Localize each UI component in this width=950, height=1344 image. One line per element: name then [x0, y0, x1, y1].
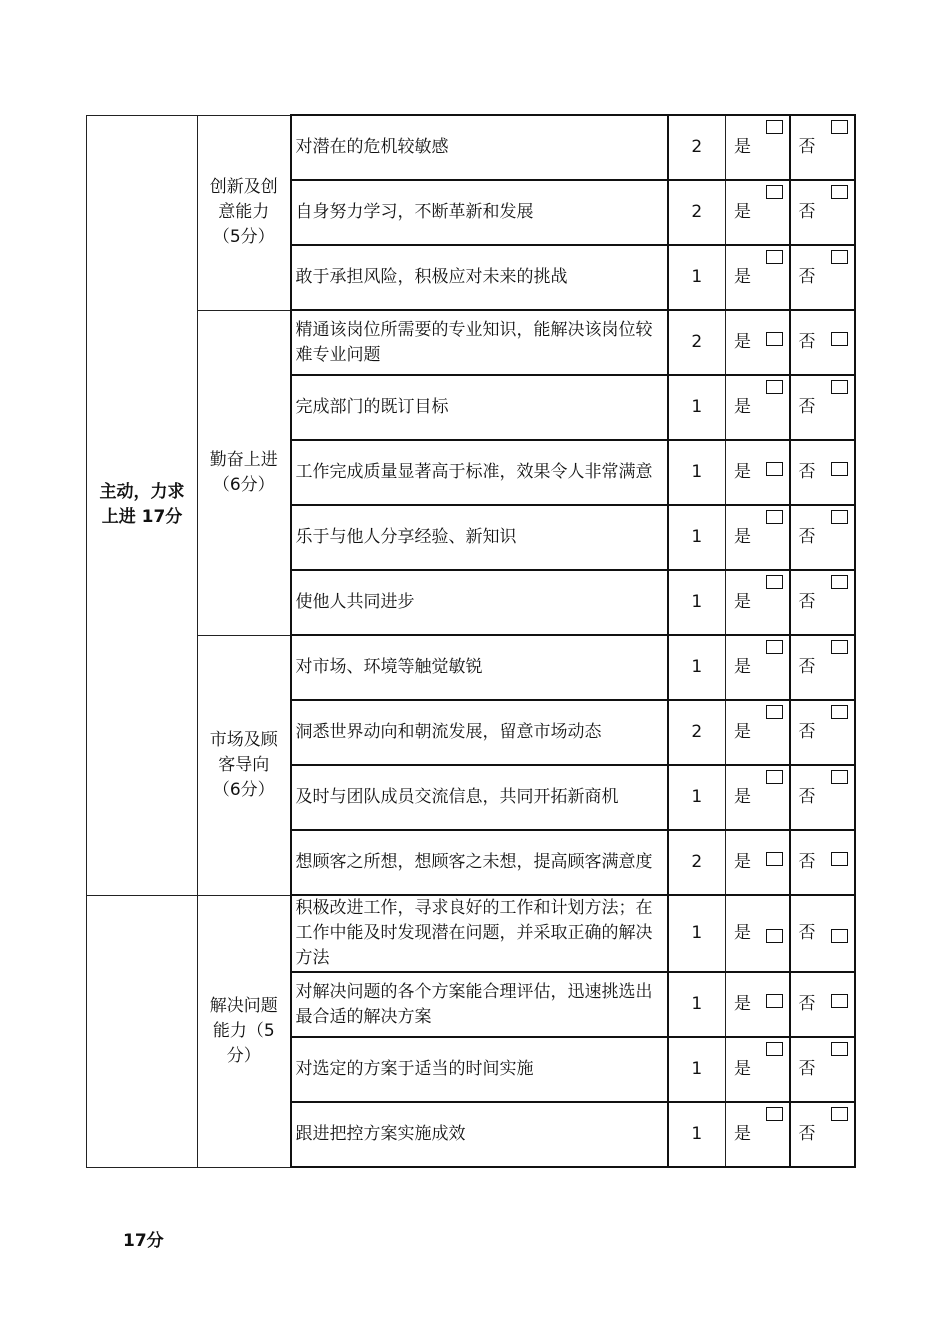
yes-checkbox[interactable] [766, 1042, 783, 1056]
no-label: 否 [798, 852, 816, 872]
yes-label: 是 [734, 267, 751, 287]
yes-option-cell [726, 180, 790, 245]
group-label: 解决问题能力（5分） [209, 995, 278, 1066]
group-label: 市场及顾客导向（6分） [209, 729, 278, 800]
no-checkbox[interactable] [831, 640, 848, 654]
yes-label: 是 [734, 462, 751, 482]
no-label: 否 [798, 332, 816, 352]
criterion-score: 2 [668, 180, 726, 245]
yes-label: 是 [734, 923, 751, 943]
criterion-text: 敢于承担风险，积极应对未来的挑战 [291, 245, 668, 310]
no-option-cell [790, 895, 855, 972]
criterion-text: 及时与团队成员交流信息，共同开拓新商机 [291, 765, 668, 830]
footer-score: 17分 [123, 1231, 164, 1251]
category-label: 主动，力求上进 17分 [99, 482, 185, 527]
no-label: 否 [798, 462, 816, 482]
no-checkbox[interactable] [831, 770, 848, 784]
yes-option-cell [726, 115, 790, 180]
no-option-cell [790, 245, 855, 310]
criterion-score: 1 [668, 245, 726, 310]
yes-option-cell [726, 1037, 790, 1102]
yes-checkbox[interactable] [766, 250, 783, 264]
yes-label: 是 [734, 332, 751, 352]
yes-label: 是 [734, 527, 751, 547]
group-cell [198, 635, 291, 895]
criterion-text: 跟进把控方案实施成效 [291, 1102, 668, 1167]
no-checkbox[interactable] [831, 250, 848, 264]
criterion-score: 1 [668, 1102, 726, 1167]
yes-label: 是 [734, 1124, 751, 1144]
yes-label: 是 [734, 202, 751, 222]
yes-label: 是 [734, 657, 751, 677]
criterion-text: 对潜在的危机较敏感 [291, 115, 668, 180]
yes-option-cell [726, 1102, 790, 1167]
yes-checkbox[interactable] [766, 1107, 783, 1121]
category-cell [87, 115, 198, 895]
no-checkbox[interactable] [831, 705, 848, 719]
no-checkbox[interactable] [831, 852, 848, 866]
criterion-text: 使他人共同进步 [291, 570, 668, 635]
yes-checkbox[interactable] [766, 462, 783, 476]
yes-checkbox[interactable] [766, 575, 783, 589]
yes-checkbox[interactable] [766, 332, 783, 346]
criterion-text: 乐于与他人分享经验、新知识 [291, 505, 668, 570]
group-cell [198, 895, 291, 1167]
criterion-score: 2 [668, 115, 726, 180]
yes-checkbox[interactable] [766, 852, 783, 866]
criterion-score: 1 [668, 570, 726, 635]
no-option-cell [790, 1037, 855, 1102]
no-option-cell [790, 375, 855, 440]
no-checkbox[interactable] [831, 462, 848, 476]
group-label: 创新及创意能力（5分） [209, 177, 278, 247]
no-label: 否 [798, 1059, 816, 1079]
yes-option-cell [726, 700, 790, 765]
yes-label: 是 [734, 397, 751, 417]
no-checkbox[interactable] [831, 510, 848, 524]
yes-option-cell [726, 245, 790, 310]
criterion-score: 2 [668, 700, 726, 765]
no-option-cell [790, 1102, 855, 1167]
no-option-cell [790, 180, 855, 245]
no-option-cell [790, 830, 855, 895]
no-checkbox[interactable] [831, 575, 848, 589]
criterion-text: 自身努力学习，不断革新和发展 [291, 180, 668, 245]
no-label: 否 [798, 787, 816, 807]
yes-label: 是 [734, 592, 751, 612]
group-cell [198, 115, 291, 310]
no-option-cell [790, 310, 855, 375]
yes-option-cell [726, 972, 790, 1037]
criterion-score: 2 [668, 830, 726, 895]
no-checkbox[interactable] [831, 120, 848, 134]
criterion-text: 精通该岗位所需要的专业知识，能解决该岗位较难专业问题 [291, 310, 668, 375]
no-option-cell [790, 700, 855, 765]
yes-option-cell [726, 895, 790, 972]
no-label: 否 [798, 267, 816, 287]
table-row [87, 115, 855, 180]
yes-option-cell [726, 505, 790, 570]
no-option-cell [790, 972, 855, 1037]
no-label: 否 [798, 137, 816, 157]
no-option-cell [790, 635, 855, 700]
criterion-text: 完成部门的既订目标 [291, 375, 668, 440]
no-label: 否 [798, 527, 816, 547]
no-checkbox[interactable] [831, 1107, 848, 1121]
no-option-cell [790, 115, 855, 180]
no-label: 否 [798, 592, 816, 612]
criterion-score: 1 [668, 505, 726, 570]
no-checkbox[interactable] [831, 994, 848, 1008]
no-checkbox[interactable] [831, 380, 848, 394]
criterion-text: 对选定的方案于适当的时间实施 [291, 1037, 668, 1102]
criterion-score: 2 [668, 310, 726, 375]
criterion-score: 1 [668, 375, 726, 440]
yes-checkbox[interactable] [766, 185, 783, 199]
criterion-score: 1 [668, 440, 726, 505]
no-option-cell [790, 440, 855, 505]
criterion-score: 1 [668, 635, 726, 700]
no-label: 否 [798, 657, 816, 677]
yes-checkbox[interactable] [766, 994, 783, 1008]
no-label: 否 [798, 1124, 816, 1144]
no-checkbox[interactable] [831, 1042, 848, 1056]
yes-label: 是 [734, 994, 751, 1014]
category-cell [87, 895, 198, 1167]
yes-option-cell [726, 765, 790, 830]
yes-label: 是 [734, 722, 751, 742]
no-label: 否 [798, 397, 816, 417]
table-row [87, 895, 855, 972]
no-label: 否 [798, 722, 816, 742]
no-checkbox[interactable] [831, 185, 848, 199]
yes-label: 是 [734, 787, 751, 807]
evaluation-table [86, 114, 856, 1168]
yes-option-cell [726, 375, 790, 440]
no-checkbox[interactable] [831, 332, 848, 346]
yes-option-cell [726, 830, 790, 895]
criterion-text: 想顾客之所想，想顾客之未想，提高顾客满意度 [291, 830, 668, 895]
yes-option-cell [726, 440, 790, 505]
criterion-score: 1 [668, 895, 726, 972]
criterion-score: 1 [668, 972, 726, 1037]
no-label: 否 [798, 202, 816, 222]
yes-option-cell [726, 570, 790, 635]
no-label: 否 [798, 994, 816, 1014]
criterion-text: 洞悉世界动向和朝流发展，留意市场动态 [291, 700, 668, 765]
criterion-text: 对解决问题的各个方案能合理评估，迅速挑选出最合适的解决方案 [291, 972, 668, 1037]
no-option-cell [790, 765, 855, 830]
criterion-score: 1 [668, 1037, 726, 1102]
yes-label: 是 [734, 1059, 751, 1079]
yes-checkbox[interactable] [766, 510, 783, 524]
criterion-text: 工作完成质量显著高于标准，效果令人非常满意 [291, 440, 668, 505]
yes-label: 是 [734, 852, 751, 872]
table-row [87, 635, 855, 700]
yes-checkbox[interactable] [766, 929, 783, 943]
yes-checkbox[interactable] [766, 120, 783, 134]
group-cell [198, 310, 291, 635]
yes-checkbox[interactable] [766, 770, 783, 784]
yes-option-cell [726, 310, 790, 375]
yes-checkbox[interactable] [766, 705, 783, 719]
yes-option-cell [726, 635, 790, 700]
yes-label: 是 [734, 137, 751, 157]
criterion-text: 积极改进工作，寻求良好的工作和计划方法；在工作中能及时发现潜在问题，并采取正确的解决方法 [291, 895, 668, 972]
no-checkbox[interactable] [831, 929, 848, 943]
no-option-cell [790, 505, 855, 570]
criterion-text: 对市场、环境等触觉敏锐 [291, 635, 668, 700]
group-label: 勤奋上进（6分） [209, 449, 278, 495]
table-row [87, 310, 855, 375]
no-option-cell [790, 570, 855, 635]
yes-checkbox[interactable] [766, 640, 783, 654]
criterion-score: 1 [668, 765, 726, 830]
no-label: 否 [798, 923, 816, 943]
yes-checkbox[interactable] [766, 380, 783, 394]
